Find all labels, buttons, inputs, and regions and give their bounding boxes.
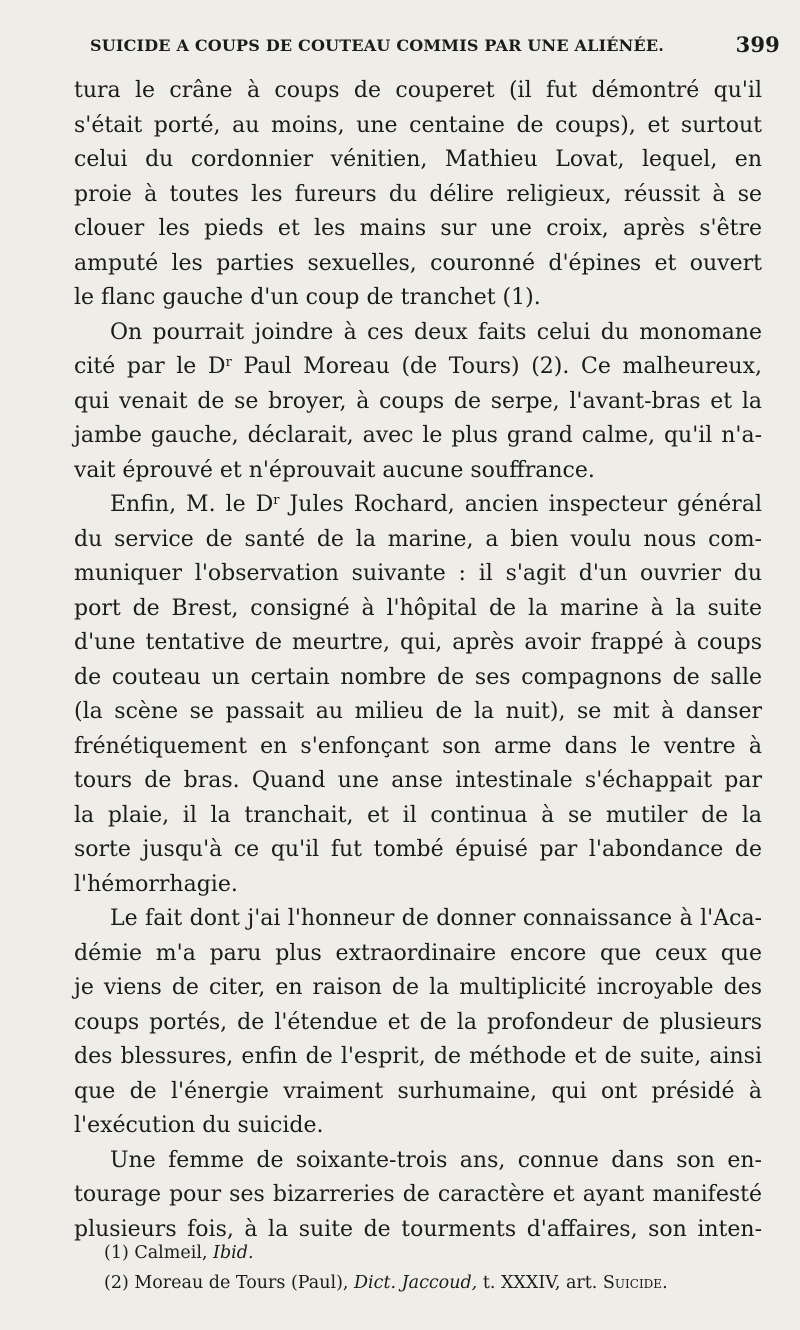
footnote-text: (1) Calmeil, xyxy=(104,1243,214,1263)
text-line: le flanc gauche d'un coup de tranchet (1). xyxy=(74,285,541,310)
text-line: vait éprouvé et n'éprouvait aucune souffrance. xyxy=(74,457,595,483)
text-line: port de Brest, consigné à l'hôpital de la marine à la suite xyxy=(74,595,762,621)
text-line: Le fait dont j'ai l'honneur de donner connaissance à l'Aca- xyxy=(110,906,762,931)
text-line: sorte jusqu'à ce qu'il fut tombé épuisé par l'abondance de xyxy=(74,837,762,862)
text-line: d'une tentative de meurtre, qui, après avoir frappé à coups xyxy=(74,630,762,655)
text-line: (la scène se passait au milieu de la nuit), se mit à danser xyxy=(74,699,762,724)
text-line xyxy=(74,350,762,385)
text-line: démie m'a paru plus extraordinaire encore que ceux que xyxy=(74,940,762,966)
footnote-text: Dict. Jaccoud, xyxy=(354,1273,478,1293)
superscript: r xyxy=(273,493,280,508)
text-line: amputé les parties sexuelles, couronné d'épines et ouvert xyxy=(74,250,762,276)
text-line: clouer les pieds et les mains sur une croix, après s'être xyxy=(74,216,762,241)
text-line: des blessures, enfin de l'esprit, de méthode et de suite, ainsi xyxy=(74,1044,762,1069)
page-header xyxy=(90,32,780,62)
text-run: cité par le D xyxy=(74,354,226,379)
footnote-text: t. XXXIV, art. xyxy=(477,1273,603,1293)
footnote-text: (2) Moreau de Tours (Paul), xyxy=(104,1273,355,1293)
text-run: Enfin, M. le D xyxy=(110,492,274,517)
text-line: On pourrait joindre à ces deux faits celui du monomane xyxy=(110,319,762,345)
text-line: proie à toutes les fureurs du délire religieux, réussit à se xyxy=(74,181,762,207)
footnote-text: Ibid. xyxy=(213,1243,254,1263)
text-line: frénétiquement en s'enfonçant son arme dans le ventre à xyxy=(74,733,762,759)
text-line: qui venait de se broyer, à coups de serpe, l'avant-bras et la xyxy=(74,388,762,414)
text-line: que de l'énergie vraiment surhumaine, qui ont présidé à xyxy=(74,1078,762,1104)
text-line: tura le crâne à coups de couperet (il fut démontré qu'il xyxy=(74,78,762,103)
text-line: l'exécution du suicide. xyxy=(74,1113,324,1138)
text-line: la plaie, il la tranchait, et il continua à se mutiler de la xyxy=(74,802,762,828)
running-title: SUICIDE A COUPS DE COUTEAU COMMIS PAR UNE ALIÉNÉE. xyxy=(90,36,665,55)
text-line: je viens de citer, en raison de la multiplicité incroyable des xyxy=(74,975,762,1000)
text-line: s'était porté, au moins, une centaine de coups), et surtout xyxy=(74,112,762,138)
text-line: coups portés, de l'étendue et de la profondeur de plusieurs xyxy=(74,1009,762,1035)
text-line: Une femme de soixante-trois ans, connue dans son en- xyxy=(110,1147,762,1173)
text-line xyxy=(74,488,762,523)
text-line: du service de santé de la marine, a bien voulu nous com- xyxy=(74,526,762,552)
text-line: l'hémorrhagie. xyxy=(74,871,238,897)
text-line: jambe gauche, déclarait, avec le plus grand calme, qu'il n'a- xyxy=(74,423,762,448)
footnote-text: Suicide. xyxy=(602,1273,668,1293)
footnote xyxy=(104,1268,764,1298)
text-line: tours de bras. Quand une anse intestinale s'échappait par xyxy=(74,768,762,793)
page-number: 399 xyxy=(735,32,780,57)
text-line: celui du cordonnier vénitien, Mathieu Lovat, lequel, en xyxy=(74,147,762,172)
superscript: r xyxy=(225,355,232,370)
text-line: muniquer l'observation suivante : il s'agit d'un ouvrier du xyxy=(74,561,762,586)
text-line: de couteau un certain nombre de ses compagnons de salle xyxy=(74,664,762,690)
text-line: tourage pour ses bizarreries de caractère et ayant manifesté xyxy=(74,1182,762,1207)
footnote xyxy=(104,1238,764,1268)
text-line: plusieurs fois, à la suite de tourments d'affaires, son inten- xyxy=(74,1216,762,1242)
body-text xyxy=(74,74,762,1247)
footnotes xyxy=(104,1238,764,1298)
text-run: Paul Moreau (de Tours) (2). Ce malheureux, xyxy=(231,354,763,379)
text-run: Jules Rochard, ancien inspecteur général xyxy=(279,492,762,517)
